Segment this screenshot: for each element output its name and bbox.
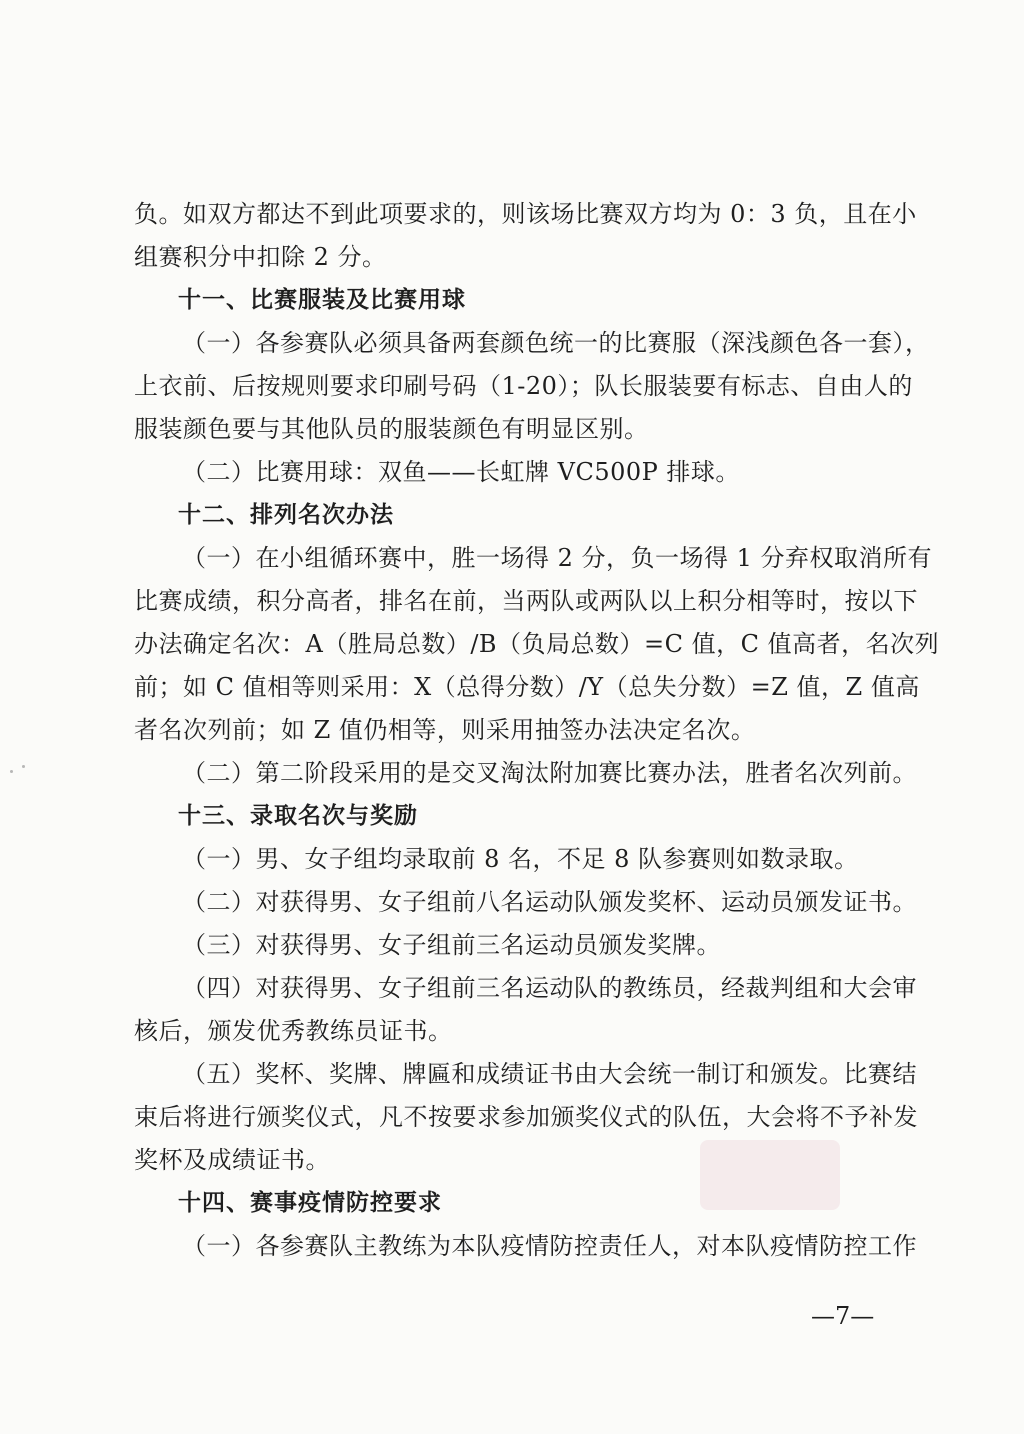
section-heading: 十四、赛事疫情防控要求 (178, 1190, 442, 1216)
paragraph-line: （一）在小组循环赛中，胜一场得 2 分，负一场得 1 分弃权取消所有 (182, 544, 933, 572)
paragraph-line: （一）各参赛队必须具备两套颜色统一的比赛服（深浅颜色各一套）， (182, 329, 930, 357)
section-heading: 十三、录取名次与奖励 (178, 803, 418, 829)
scan-speck (22, 765, 25, 768)
paragraph-line: 上衣前、后按规则要求印刷号码（1-20）；队长服装要有标志、自由人的 (134, 372, 913, 400)
paragraph-line: 前；如 C 值相等则采用：X（总得分数）/Y（总失分数）=Z 值，Z 值高 (134, 673, 920, 701)
paragraph-line: 组赛积分中扣除 2 分。 (134, 243, 387, 271)
paragraph-line: 负。如双方都达不到此项要求的，则该场比赛双方均为 0：3 负，且在小 (134, 200, 917, 228)
paragraph-line: （二）对获得男、女子组前八名运动队颁发奖杯、运动员颁发证书。 (182, 888, 917, 916)
section-heading: 十二、排列名次办法 (178, 502, 394, 528)
paragraph-line: 者名次列前；如 Z 值仍相等，则采用抽签办法决定名次。 (134, 716, 756, 744)
paragraph-line: 比赛成绩，积分高者，排名在前，当两队或两队以上积分相等时，按以下 (134, 587, 918, 615)
paragraph-line: （四）对获得男、女子组前三名运动队的教练员，经裁判组和大会审 (182, 974, 917, 1002)
paragraph-line: 奖杯及成绩证书。 (134, 1146, 330, 1174)
document-body (134, 193, 940, 1268)
paragraph-line: （一）各参赛队主教练为本队疫情防控责任人，对本队疫情防控工作 (182, 1232, 917, 1260)
paragraph-line: 办法确定名次：A（胜局总数）/B（负局总数）=C 值，C 值高者，名次列 (134, 630, 940, 658)
paragraph-line: （五）奖杯、奖牌、牌匾和成绩证书由大会统一制订和颁发。比赛结 (182, 1060, 917, 1088)
section-heading: 十一、比赛服装及比赛用球 (178, 287, 466, 313)
paragraph-line: 束后将进行颁奖仪式，凡不按要求参加颁奖仪式的队伍，大会将不予补发 (134, 1103, 918, 1131)
page-number: —7— (811, 1302, 875, 1330)
paragraph-line: （二）比赛用球：双鱼——长虹牌 VC500P 排球。 (182, 458, 740, 486)
paragraph-line: （一）男、女子组均录取前 8 名，不足 8 队参赛则如数录取。 (182, 845, 859, 873)
scan-speck (10, 770, 13, 773)
paragraph-line: 核后，颁发优秀教练员证书。 (134, 1017, 453, 1045)
paragraph-line: 服装颜色要与其他队员的服装颜色有明显区别。 (134, 415, 649, 443)
paragraph-line: （二）第二阶段采用的是交叉淘汰附加赛比赛办法，胜者名次列前。 (182, 759, 917, 787)
paragraph-line: （三）对获得男、女子组前三名运动员颁发奖牌。 (182, 931, 721, 959)
